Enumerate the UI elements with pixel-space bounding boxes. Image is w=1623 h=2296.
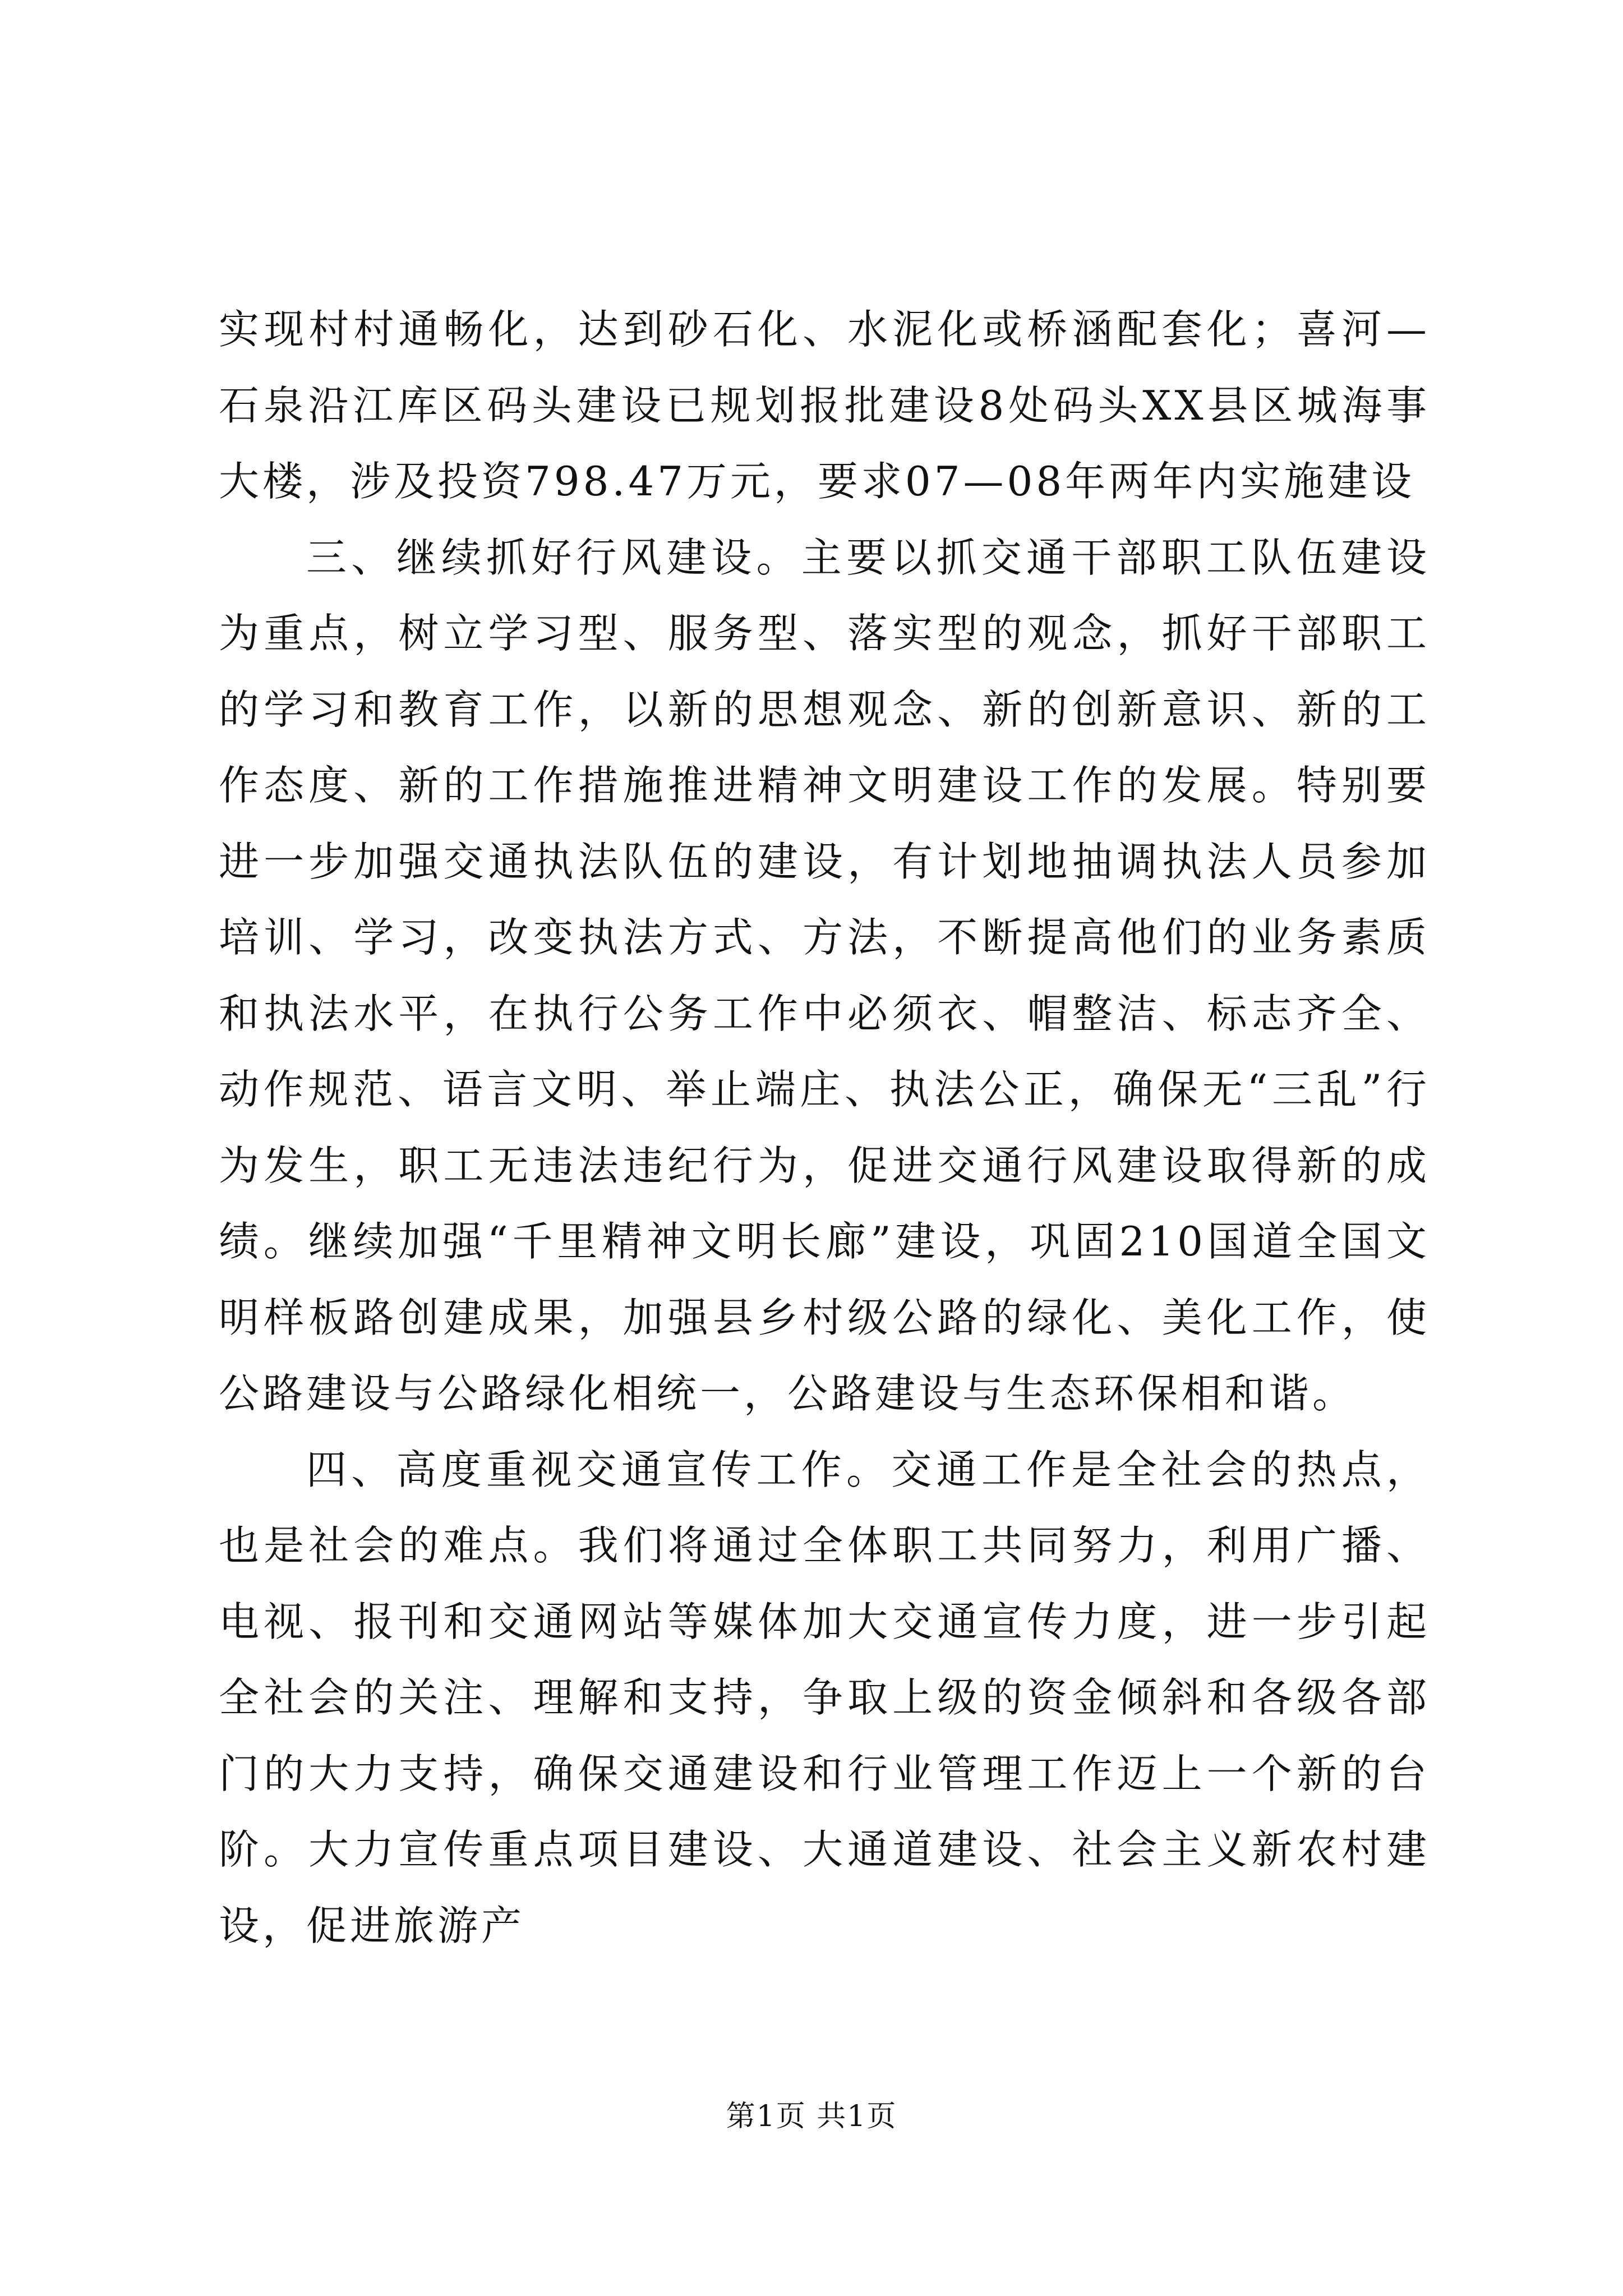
page-number-label: 第1页 共1页 (726, 2100, 897, 2133)
paragraph-section-three: 三、继续抓好行风建设。主要以抓交通干部职工队伍建设为重点，树立学习型、服务型、落实型的观念，抓好干部职工的学习和教育工作，以新的思想观念、新的创新意识、新的工作态度、新的工作措施推进精神文明建设工作的发展。特别要进一步加强交通执法队伍的建设，有计划地抽调执法人员参加培训、学习，改变执法方式、方法，不断提高他们的业务素质和执法水平，在执行公务工作中必须衣、帽整洁、标志齐全、动作规范、语言文明、举止端庄、执法公正，确保无“三乱”行为发生，职工无违法违纪行为，促进交通行风建设取得新的成绩。继续加强“千里精神文明长廊”建设，巩固210国道全国文明样板路创建成果，加强县乡村级公路的绿化、美化工作，使公路建设与公路绿化相统一，公路建设与生态环保相和谐。 (219, 533, 1430, 1417)
paragraph-section-four: 四、高度重视交通宣传工作。交通工作是全社会的热点，也是社会的难点。我们将通过全体职工共同努力，利用广播、电视、报刊和交通网站等媒体加大交通宣传力度，进一步引起全社会的关注、理解和支持，争取上级的资金倾斜和各级各部门的大力支持，确保交通建设和行业管理工作迈上一个新的台阶。大力宣传重点项目建设、大通道建设、社会主义新农村建设，促进旅游产 (219, 1446, 1430, 1949)
paragraph-continuation: 实现村村通畅化，达到砂石化、水泥化或桥涵配套化；喜河—石泉沿江库区码头建设已规划报批建设8处码头XX县区城海事大楼，涉及投资798.47万元，要求07—08年两年内实施建设 (219, 306, 1430, 505)
document-body (219, 292, 1430, 1964)
page-footer (0, 2097, 1623, 2136)
